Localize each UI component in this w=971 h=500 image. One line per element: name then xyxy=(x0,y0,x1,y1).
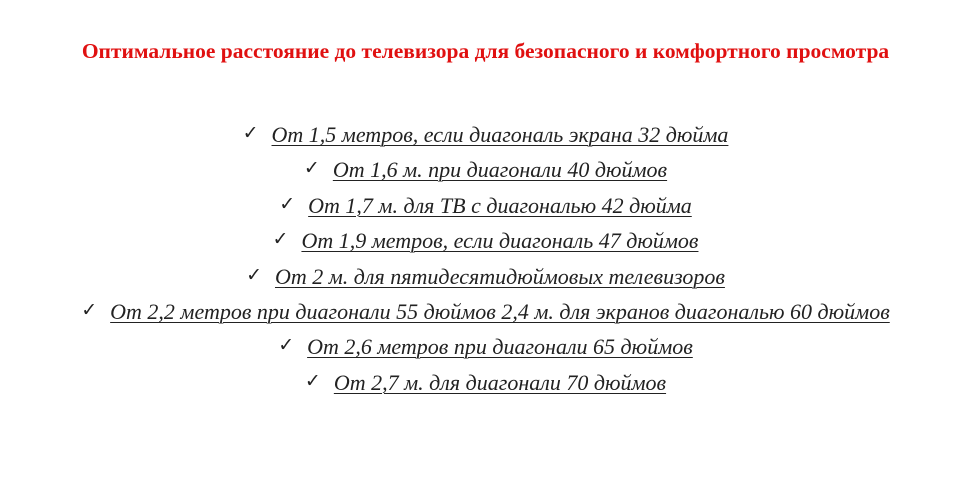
list-item xyxy=(60,366,911,401)
list-item-link[interactable]: От 2,6 метров при диагонали 65 дюймов xyxy=(307,334,693,360)
distance-list xyxy=(60,118,911,401)
list-item xyxy=(60,153,911,188)
checkmark-icon: ✓ xyxy=(304,369,321,392)
checkmark-icon: ✓ xyxy=(246,263,262,286)
checkmark-icon: ✓ xyxy=(278,334,295,357)
list-item xyxy=(60,224,911,259)
page-title: Оптимальное расстояние до телевизора для безопасного и комфортного просмотра xyxy=(81,39,890,63)
list-item-link[interactable]: От 2 м. для пятидесятидюймовых телевизоров xyxy=(274,263,725,289)
list-item-link[interactable]: От 1,9 метров, если диагональ 47 дюймов xyxy=(301,228,699,254)
checkmark-icon: ✓ xyxy=(242,122,259,144)
checkmark-icon: ✓ xyxy=(81,299,98,322)
list-item xyxy=(60,295,911,330)
checkmark-icon: ✓ xyxy=(272,228,289,251)
checkmark-icon: ✓ xyxy=(279,192,296,215)
list-item xyxy=(60,118,911,153)
list-item-link[interactable]: От 1,6 м. при диагонали 40 дюймов xyxy=(332,157,668,183)
list-item xyxy=(60,330,911,365)
list-item xyxy=(60,260,911,295)
checkmark-icon: ✓ xyxy=(303,157,320,180)
list-item-link[interactable]: От 1,7 м. для ТВ с диагональю 42 дюйма xyxy=(308,192,692,218)
list-item xyxy=(60,189,911,224)
list-item-link[interactable]: От 2,2 метров при диагонали 55 дюймов 2,4 м. для экранов диагональю 60 дюймов xyxy=(110,299,890,325)
list-item-link[interactable]: От 1,5 метров, если диагональ экрана 32 дюйма xyxy=(271,122,729,147)
list-item-link[interactable]: От 2,7 м. для диагонали 70 дюймов xyxy=(333,369,667,395)
